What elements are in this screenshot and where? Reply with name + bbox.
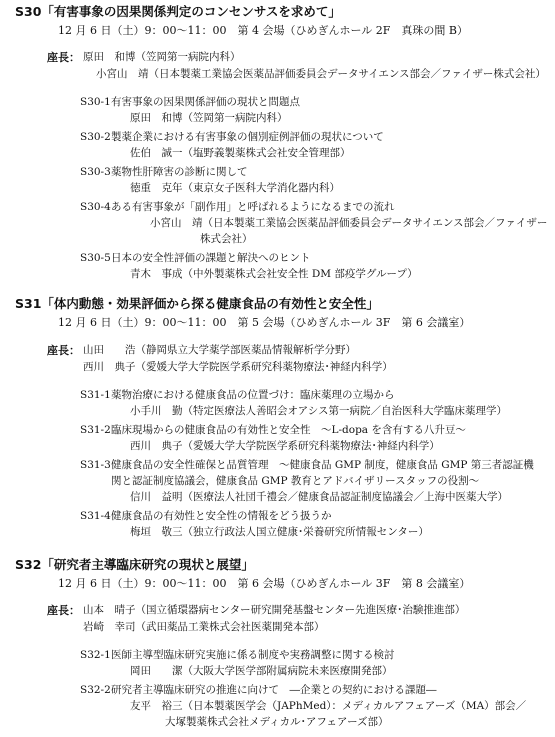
talk-speaker: 小手川 勤（特定医療法人善昭会オアシス第一病院／自治医科大学臨床薬理学） <box>130 405 507 417</box>
talk-title: 日本の安全性評価の課題と解決へのヒント <box>111 252 311 264</box>
talk-title: 薬物性肝障害の診断に関して <box>111 166 248 178</box>
session-datetime: 12 月 6 日（土）9：00～11：00 第 5 会場（ひめぎんホール 3F 第 6 会議室） <box>58 316 471 329</box>
talk-speaker: 西川 典子（愛媛大学大学院医学系研究科薬物療法･神経内科学） <box>130 440 440 452</box>
talk-id: S30-3 <box>80 166 111 178</box>
talk-speaker-continued: 大塚製薬株式会社メディカル･アフェアーズ部） <box>165 716 389 728</box>
chair-name: 岩崎 幸司（武田薬品工業株式会社医薬開発本部） <box>83 621 325 633</box>
talk-id: S32-2 <box>80 684 111 696</box>
talk-title: 研究者主導臨床研究の推進に向けて ―企業との契約における課題― <box>111 684 437 696</box>
session-title: S31「体内動態・効果評価から探る健康食品の有効性と安全性」 <box>15 296 379 311</box>
talk-id: S31-2 <box>80 424 111 436</box>
talk-speaker: 梅垣 敬三（独立行政法人国立健康･栄養研究所情報センター） <box>130 526 429 538</box>
talk-speaker: 友平 裕三（日本製薬医学会（JAPhMed）：メディカルアフェアーズ（MA）部会／ <box>130 700 527 712</box>
talk-speaker: 小宮山 靖（日本製薬工業協会医薬品評価委員会データサイエンス部会／ファイザー <box>150 217 548 229</box>
talk-speaker: 岡田 潔（大阪大学医学部附属病院未来医療開発部） <box>130 665 393 677</box>
session-datetime: 12 月 6 日（土）9：00～11：00 第 6 会場（ひめぎんホール 3F 第 8 会議室） <box>58 577 471 590</box>
chair-label: 座長： <box>47 604 80 617</box>
talk-speaker: 徳重 克年（東京女子医科大学消化器内科） <box>130 182 340 194</box>
chair-name: 山本 晴子（国立循環器病センター研究開発基盤センター先進医療･治験推進部） <box>83 604 466 616</box>
talk-id: S30-4 <box>80 201 111 213</box>
talk-title: 薬物治療における健康食品の位置づけ：臨床薬理の立場から <box>111 389 395 401</box>
talk-title: 健康食品の有効性と安全性の情報をどう扱うか <box>111 510 332 522</box>
chair-name: 山田 浩（静岡県立大学薬学部医薬品情報解析学分野） <box>83 344 356 356</box>
talk-id: S30-1 <box>80 96 111 108</box>
chair-name: 原田 和博（笠岡第一病院内科） <box>83 51 241 63</box>
talk-title: 医師主導型臨床研究実施に係る制度や実務調整に関する検討 <box>111 649 395 661</box>
chair-name: 小宮山 靖（日本製薬工業協会医薬品評価委員会データサイエンス部会／ファイザー株式会社） <box>96 68 546 80</box>
chair-name: 西川 典子（愛媛大学大学院医学系研究科薬物療法･神経内科学） <box>83 361 393 373</box>
session-datetime: 12 月 6 日（土）9：00～11：00 第 4 会場（ひめぎんホール 2F 真珠の間 B） <box>58 24 468 37</box>
talk-id: S31-3 <box>80 459 111 471</box>
talk-id: S31-4 <box>80 510 111 522</box>
talk-title-continued: 関と認証制度協議会，健康食品 GMP 教育とアドバイザリースタッフの役割～ <box>111 475 480 487</box>
talk-id: S30-5 <box>80 252 111 264</box>
talk-title: 製薬企業における有害事象の個別症例評価の現状について <box>111 131 384 143</box>
talk-title: 有害事象の因果関係評価の現状と問題点 <box>111 96 300 108</box>
session-title: S30「有害事象の因果関係判定のコンセンサスを求めて」 <box>15 4 341 19</box>
talk-title: ある有害事象が「副作用」と呼ばれるようになるまでの流れ <box>111 201 395 213</box>
talk-speaker-continued: 株式会社） <box>200 233 253 245</box>
talk-speaker: 原田 和博（笠岡第一病院内科） <box>130 112 288 124</box>
session-title: S32「研究者主導臨床研究の現状と展望」 <box>15 557 254 572</box>
talk-speaker: 佐伯 誠一（塩野義製薬株式会社安全管理部） <box>130 147 351 159</box>
talk-id: S32-1 <box>80 649 111 661</box>
talk-title: 健康食品の安全性確保と品質管理 ～健康食品 GMP 制度，健康食品 GMP 第三者認証機 <box>111 459 534 471</box>
talk-speaker: 信川 益明（医療法人社団千禮会／健康食品認証制度協議会／上海中医薬大学） <box>130 491 508 503</box>
talk-id: S31-1 <box>80 389 111 401</box>
chair-label: 座長： <box>47 51 80 64</box>
talk-speaker: 青木 事成（中外製薬株式会社安全性 DM 部疫学グループ） <box>130 268 418 280</box>
chair-label: 座長： <box>47 344 80 357</box>
talk-title: 臨床現場からの健康食品の有効性と安全性 ～L-dopa を含有する八升豆～ <box>111 424 466 436</box>
talk-id: S30-2 <box>80 131 111 143</box>
